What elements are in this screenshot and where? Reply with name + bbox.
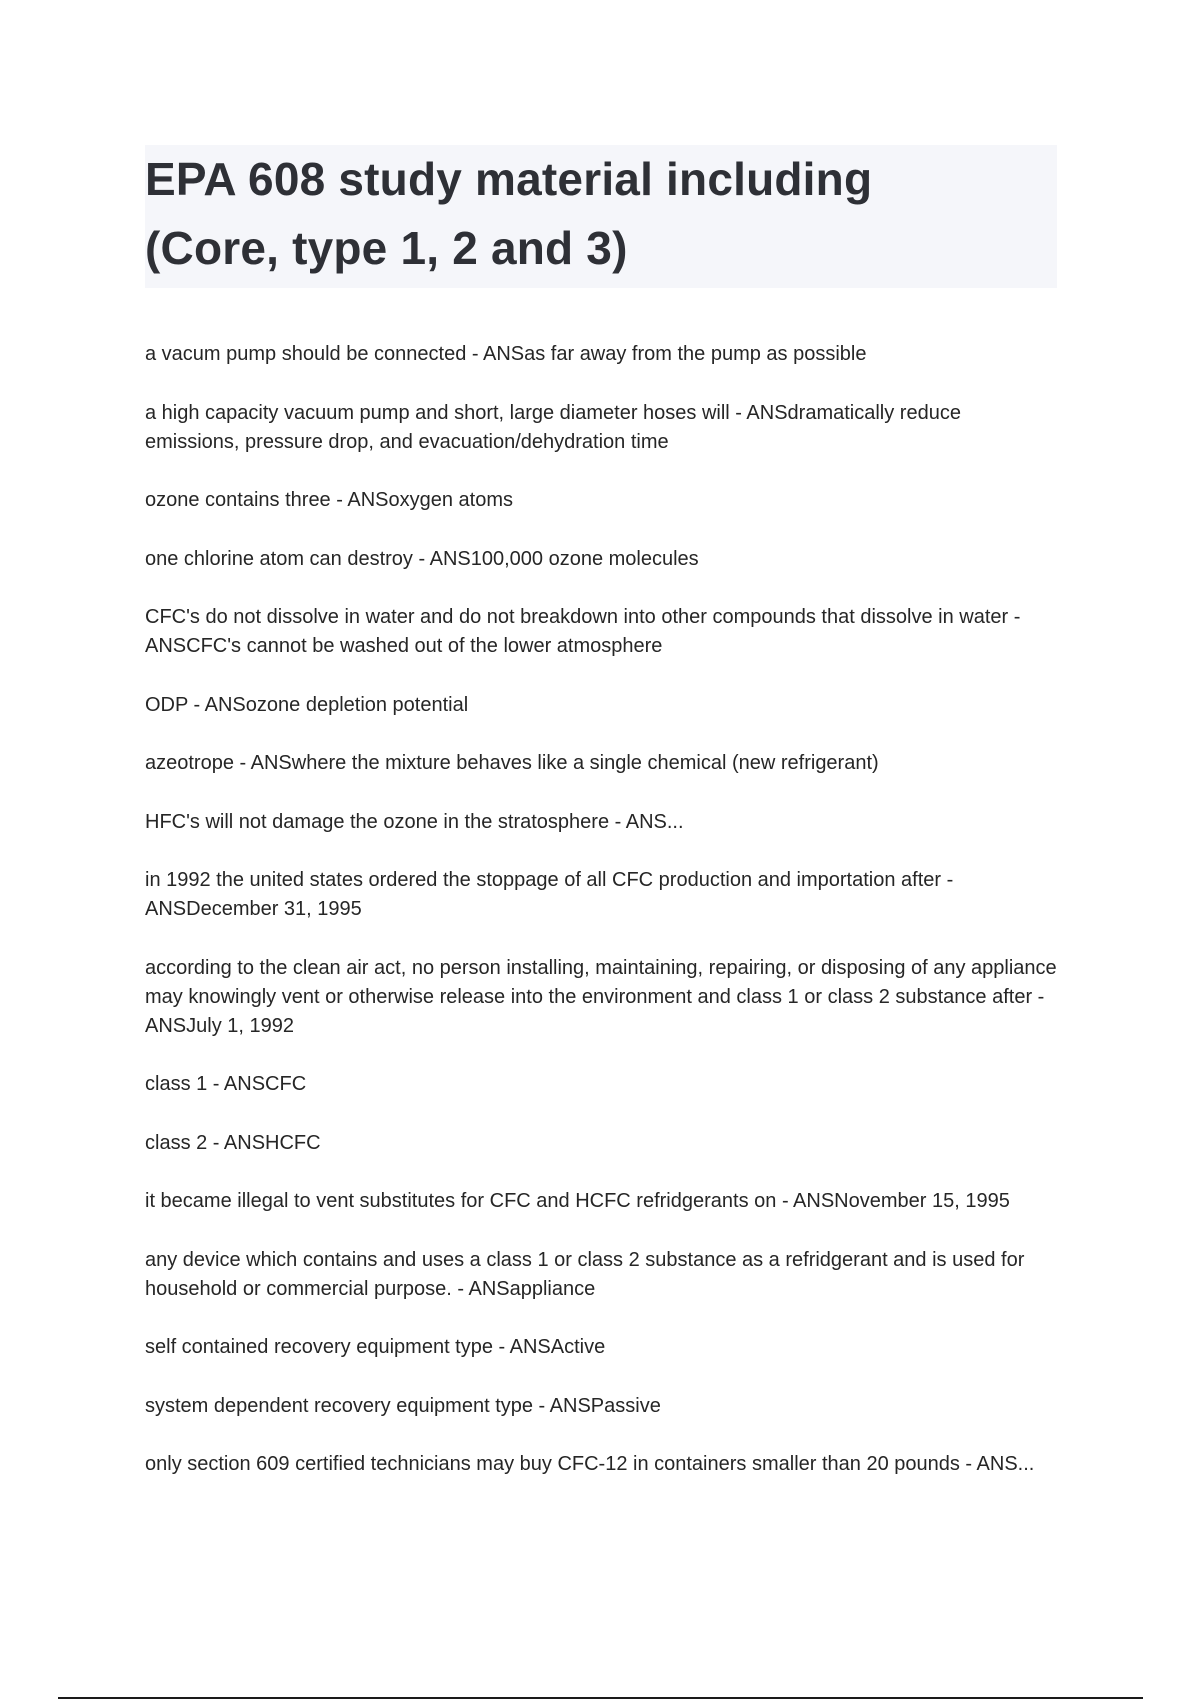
qa-item: class 1 - ANSCFC (145, 1073, 307, 1095)
qa-item: in 1992 the united states ordered the stoppage of all CFC production and importation after - ANSDecember 31, 1995 (145, 869, 954, 920)
title-banner (145, 145, 1057, 288)
qa-item: a high capacity vacuum pump and short, large diameter hoses will - ANSdramatically reduce emissions, pressure drop, and evacuation/dehydration time (145, 401, 961, 453)
qa-list (145, 340, 1060, 1509)
qa-item: self contained recovery equipment type - ANSActive (145, 1336, 606, 1358)
qa-item: it became illegal to vent substitutes for CFC and HCFC refridgerants on - ANSNovember 15, 1995 (145, 1190, 1010, 1212)
qa-item: azeotrope - ANSwhere the mixture behaves like a single chemical (new refrigerant) (145, 752, 879, 774)
qa-item: class 2 - ANSHCFC (145, 1131, 321, 1154)
footer-divider (58, 1697, 1143, 1699)
qa-item: only section 609 certified technicians may buy CFC-12 in containers smaller than 20 pounds - ANS... (145, 1453, 1035, 1475)
qa-item: ozone contains three - ANSoxygen atoms (145, 489, 513, 511)
qa-item: system dependent recovery equipment type - ANSPassive (145, 1394, 661, 1417)
qa-item: HFC's will not damage the ozone in the stratosphere - ANS... (145, 810, 684, 833)
qa-item: any device which contains and uses a class 1 or class 2 substance as a refridgerant and is used for household or commercial purpose. - ANSappliance (145, 1248, 1025, 1300)
qa-item: one chlorine atom can destroy - ANS100,000 ozone molecules (145, 547, 699, 570)
qa-item: CFC's do not dissolve in water and do not breakdown into other compounds that dissolve in water - ANSCFC's cannot be washed out of the lower atmosphere (145, 606, 1021, 657)
qa-item: ODP - ANSozone depletion potential (145, 693, 469, 716)
qa-item: according to the clean air act, no person installing, maintaining, repairing, or disposing of any appliance may knowingly vent or otherwise release into the environment and class 1 or class 2 substance after - ANSJuly 1, 1992 (145, 956, 1057, 1037)
qa-item: a vacum pump should be connected - ANSas far away from the pump as possible (145, 343, 867, 365)
document-title: EPA 608 study material including (Core, type 1, 2 and 3) (145, 153, 873, 274)
